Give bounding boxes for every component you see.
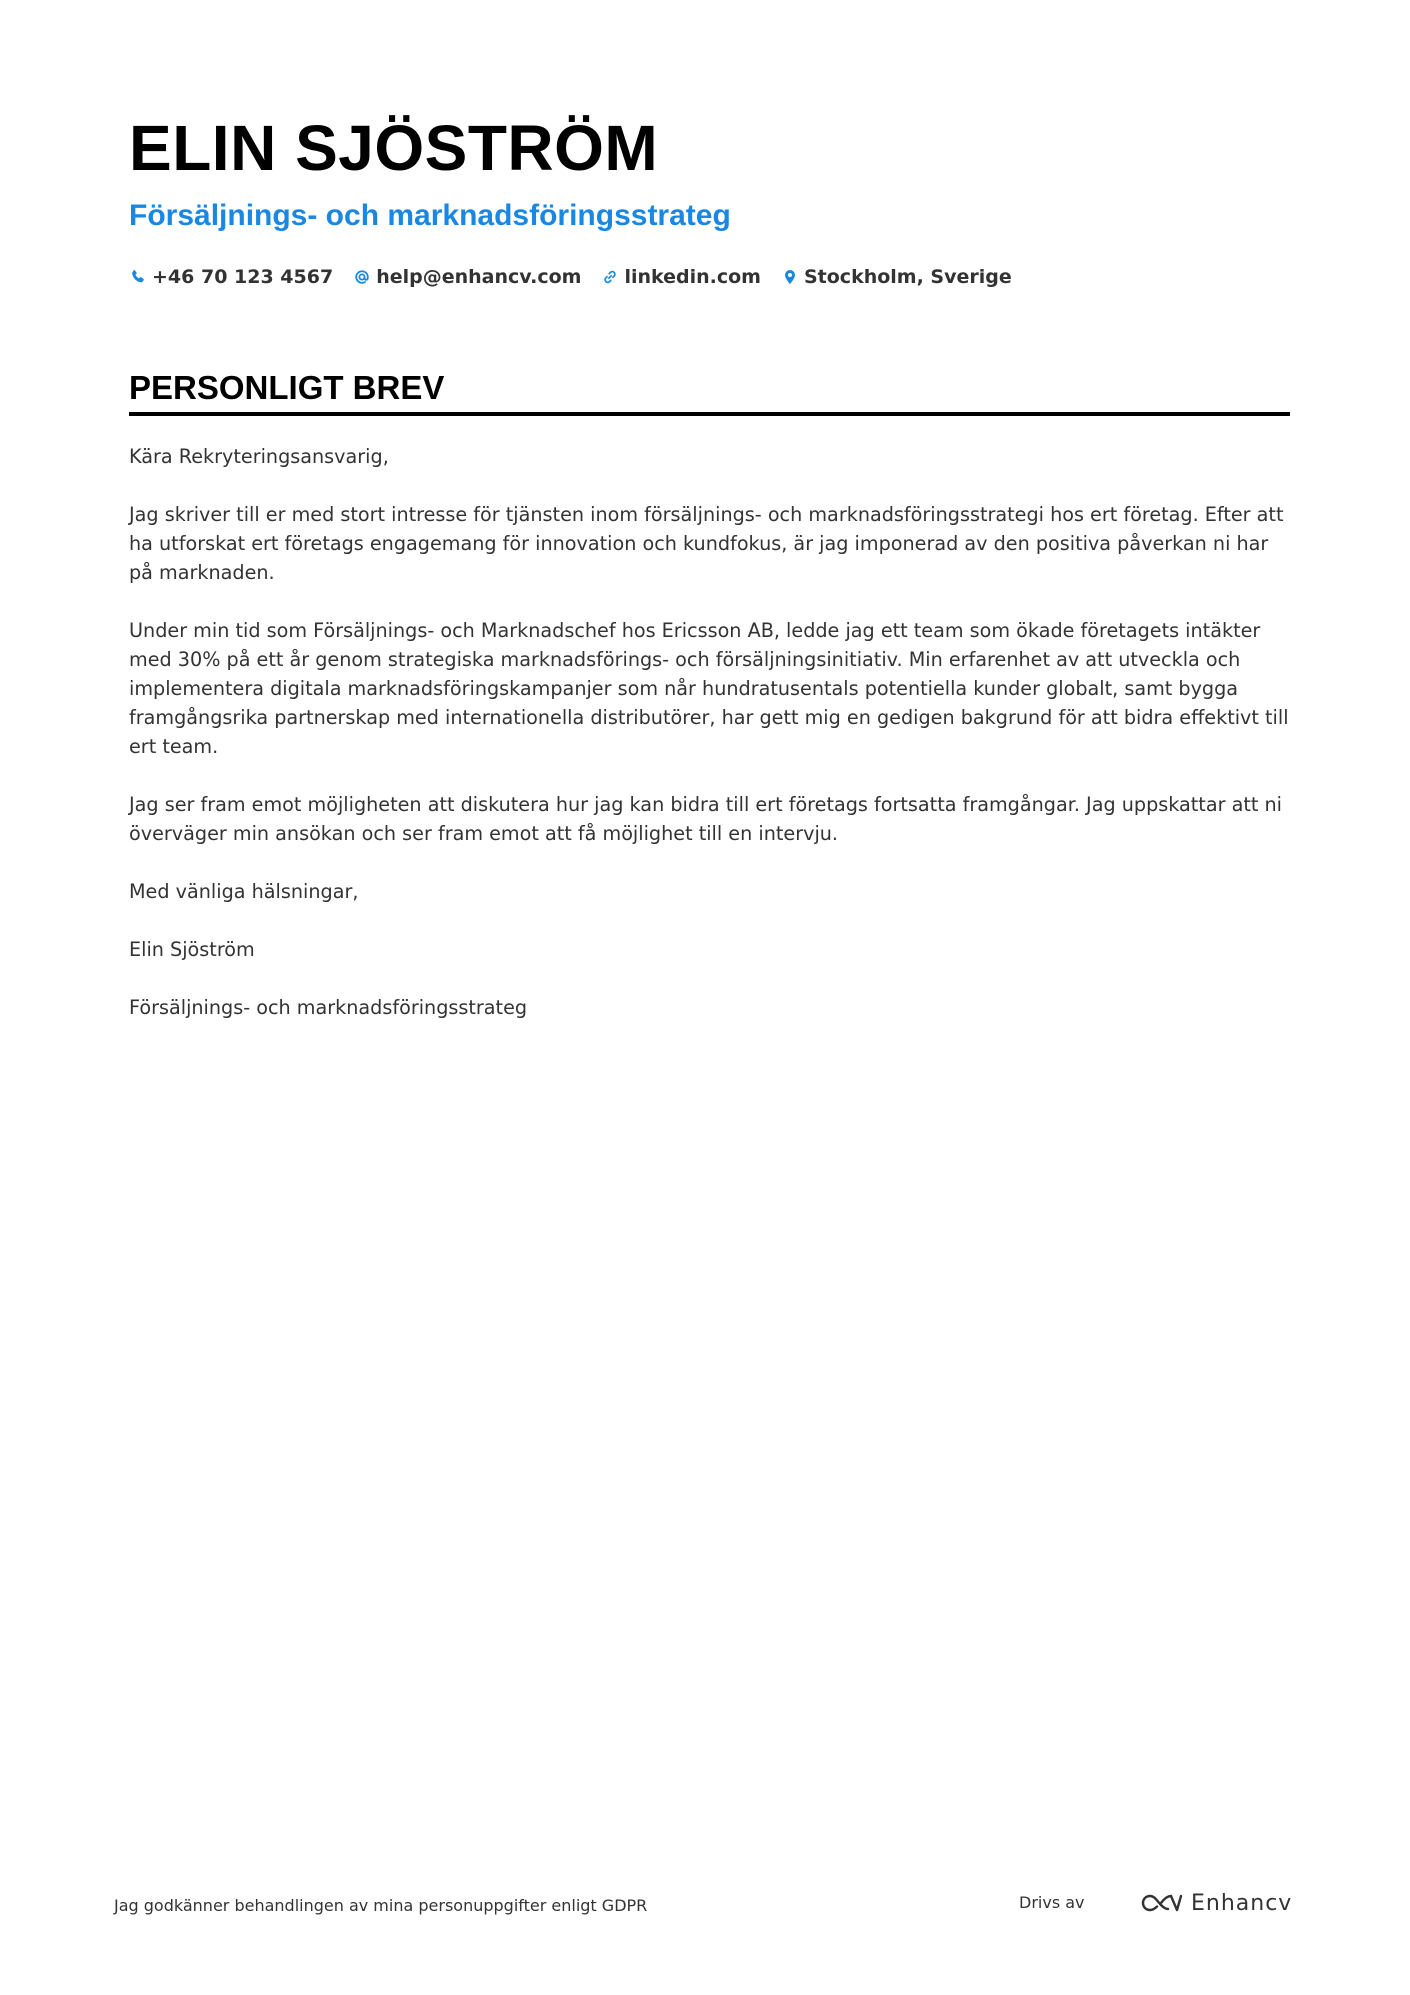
enhancv-brand-name: Enhancv [1191, 1890, 1293, 1916]
powered-by-label: Drivs av [1019, 1893, 1085, 1912]
enhancv-brand-link[interactable] [1139, 1888, 1292, 1918]
candidate-title: Försäljnings- och marknadsföringsstrateg [129, 199, 731, 232]
letter-body [129, 442, 1290, 1022]
contact-email[interactable] [353, 266, 581, 288]
page-footer [114, 1888, 1293, 1928]
cover-letter-section [129, 366, 1290, 1051]
enhancv-logo-icon [1139, 1891, 1183, 1915]
linkedin-text: linkedin.com [624, 266, 761, 288]
phone-icon [129, 268, 147, 286]
signature-name: Elin Sjöström [129, 938, 255, 961]
letter-paragraph: Under min tid som Försäljnings- och Marknadschef hos Ericsson AB, ledde jag ett team som ökade företagets intäkter med 30% på ett år genom strategiska marknadsförings- och försäljningsinitiativ. Min erfarenhet av att utveckla och implementera digitala marknadsföringskampanjer som når hundratusentals potentiella kunder globalt, samt bygga framgångsrika partnerskap med internationella distributörer, har gett mig en gedigen bakgrund för att bidra effektivt till ert team. [129, 619, 1289, 758]
signature-title: Försäljnings- och marknadsföringsstrateg [129, 996, 528, 1019]
resume-header [129, 108, 1289, 291]
letter-closing: Med vänliga hälsningar, [129, 880, 359, 903]
email-text: help@enhancv.com [376, 266, 582, 288]
letter-paragraph: Jag ser fram emot möjligheten att diskutera hur jag kan bidra till ert företags fortsatta framgångar. Jag uppskattar att ni överväger min ansökan och ser fram emot att få möjlighet till en intervju. [129, 793, 1282, 845]
contact-row [129, 263, 1289, 291]
location-text: Stockholm, Sverige [803, 266, 1012, 288]
contact-phone [129, 266, 333, 288]
contact-linkedin[interactable] [601, 266, 761, 288]
contact-location [781, 266, 1012, 288]
letter-paragraph: Jag skriver till er med stort intresse för tjänsten inom försäljnings- och marknadsföringsstrategi hos ert företag. Efter att ha utforskat ert företags engagemang för innovation och kundfokus, är jag imponerad av den positiva påverkan ni har på marknaden. [129, 503, 1284, 584]
at-icon [353, 268, 371, 286]
candidate-name: ELIN SJÖSTRÖM [129, 112, 659, 184]
location-pin-icon [781, 268, 799, 286]
section-title: PERSONLIGT BREV [129, 369, 445, 406]
phone-text: +46 70 123 4567 [152, 266, 334, 288]
letter-greeting: Kära Rekryteringsansvarig, [129, 445, 389, 468]
link-icon [601, 268, 619, 286]
gdpr-consent-text: Jag godkänner behandlingen av mina personuppgifter enligt GDPR [114, 1896, 648, 1915]
section-divider [129, 412, 1290, 416]
